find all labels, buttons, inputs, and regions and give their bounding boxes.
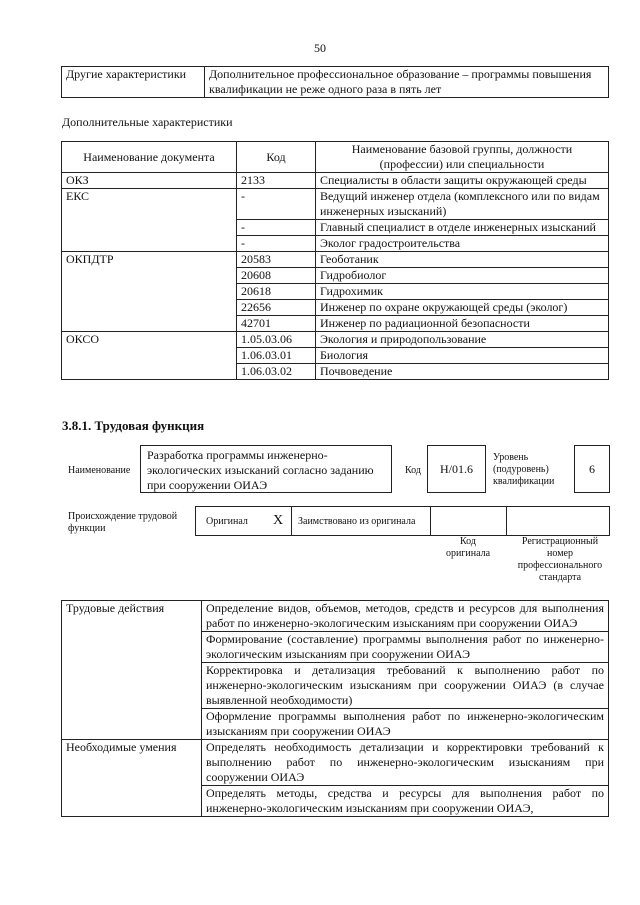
skill-item: Определять необходимость детализации и корректировки требований к выполнению работ по инженерно-экологическим изысканиям при сооружении ОИАЭ <box>202 740 609 786</box>
name-cell: Эколог градостроительства <box>316 236 609 252</box>
code-cell: 20618 <box>237 284 316 300</box>
code-cell: 22656 <box>237 300 316 316</box>
function-code-value: Н/01.6 <box>427 445 486 493</box>
page-number: 50 <box>314 41 326 55</box>
borrowed-label: Заимствовано из оригинала <box>298 516 416 527</box>
code-cell: - <box>237 236 316 252</box>
code-cell: 1.06.03.02 <box>237 364 316 380</box>
table-row <box>62 189 609 220</box>
additional-characteristics-title: Дополнительные характеристики <box>62 115 233 129</box>
reg-number-box <box>506 506 610 536</box>
doc-okpdtr: ОКПДТР <box>62 252 237 332</box>
skills-label: Необходимые умения <box>62 740 202 817</box>
header-document: Наименование документа <box>62 142 237 173</box>
qualification-level-label: Уровень (подуровень) квалификации <box>493 452 555 487</box>
original-mark: X <box>273 513 284 528</box>
name-cell: Биология <box>316 348 609 364</box>
labor-table <box>61 600 609 817</box>
labor-action-item: Формирование (составление) программы выполнения работ по инженерно-экологическим изысканиям при сооружении ОИАЭ <box>202 632 609 663</box>
table-row <box>62 252 609 268</box>
code-original-box <box>430 506 507 536</box>
reg-number-label: Регистрационный номер профессионального стандарта <box>517 536 603 583</box>
labor-action-item: Корректировка и детализация требований к выполнению работ по инженерно-экологическим изысканиям при сооружении ОИАЭ (в случае выявленной необходимости) <box>202 663 609 709</box>
name-cell: Специалисты в области защиты окружающей среды <box>316 173 609 189</box>
other-characteristics-label: Другие характеристики <box>62 67 205 98</box>
name-cell: Почвоведение <box>316 364 609 380</box>
name-cell: Экология и природопользование <box>316 332 609 348</box>
origin-label: Происхождение трудовой функции <box>68 511 178 534</box>
doc-okz: ОКЗ <box>62 173 237 189</box>
name-cell: Инженер по охране окружающей среды (эколог) <box>316 300 609 316</box>
section-title: 3.8.1. Трудовая функция <box>62 418 205 433</box>
original-label: Оригинал <box>206 516 248 527</box>
labor-action-item: Оформление программы выполнения работ по инженерно-экологическим изысканиям при сооружении ОИАЭ <box>202 709 609 740</box>
code-cell: 1.05.03.06 <box>237 332 316 348</box>
code-cell: 42701 <box>237 316 316 332</box>
other-characteristics-value: Дополнительное профессиональное образование – программы повышения квалификации не реже одного раза в пять лет <box>205 67 609 98</box>
doc-eks: ЕКС <box>62 189 237 252</box>
name-cell: Инженер по радиационной безопасности <box>316 316 609 332</box>
table-row <box>62 173 609 189</box>
original-cell <box>195 506 292 536</box>
additional-characteristics-table <box>61 141 609 380</box>
header-group-name: Наименование базовой группы, должности (профессии) или специальности <box>316 142 609 173</box>
skill-item: Определять методы, средства и ресурсы для выполнения работ по инженерно-экологическим изысканиям при сооружении ОИАЭ, <box>202 786 609 817</box>
labor-action-item: Определение видов, объемов, методов, средств и ресурсов для выполнения работ по инженерно-экологическим изысканиям при сооружении ОИАЭ <box>202 601 609 632</box>
code-cell: 20608 <box>237 268 316 284</box>
header-code: Код <box>237 142 316 173</box>
qualification-level-value: 6 <box>574 445 610 493</box>
function-code-label: Код <box>405 465 421 476</box>
code-cell: 2133 <box>237 173 316 189</box>
function-name-label: Наименование <box>68 465 131 476</box>
name-cell: Гидрохимик <box>316 284 609 300</box>
code-cell: 20583 <box>237 252 316 268</box>
name-cell: Гидробиолог <box>316 268 609 284</box>
table-row <box>62 332 609 348</box>
doc-okso: ОКСО <box>62 332 237 380</box>
name-cell: Главный специалист в отделе инженерных изысканий <box>316 220 609 236</box>
function-name-value: Разработка программы инженерно-экологических изысканий согласно заданию при сооружении ОИАЭ <box>140 445 392 493</box>
code-cell: - <box>237 189 316 220</box>
labor-actions-label: Трудовые действия <box>62 601 202 740</box>
code-original-label: Код оригинала <box>445 536 491 559</box>
name-cell: Ведущий инженер отдела (комплексного или по видам инженерных изысканий) <box>316 189 609 220</box>
table-row <box>62 601 609 632</box>
other-characteristics-table <box>61 66 609 98</box>
borrowed-cell <box>291 506 431 536</box>
table-row <box>62 740 609 786</box>
code-cell: - <box>237 220 316 236</box>
code-cell: 1.06.03.01 <box>237 348 316 364</box>
name-cell: Геоботаник <box>316 252 609 268</box>
